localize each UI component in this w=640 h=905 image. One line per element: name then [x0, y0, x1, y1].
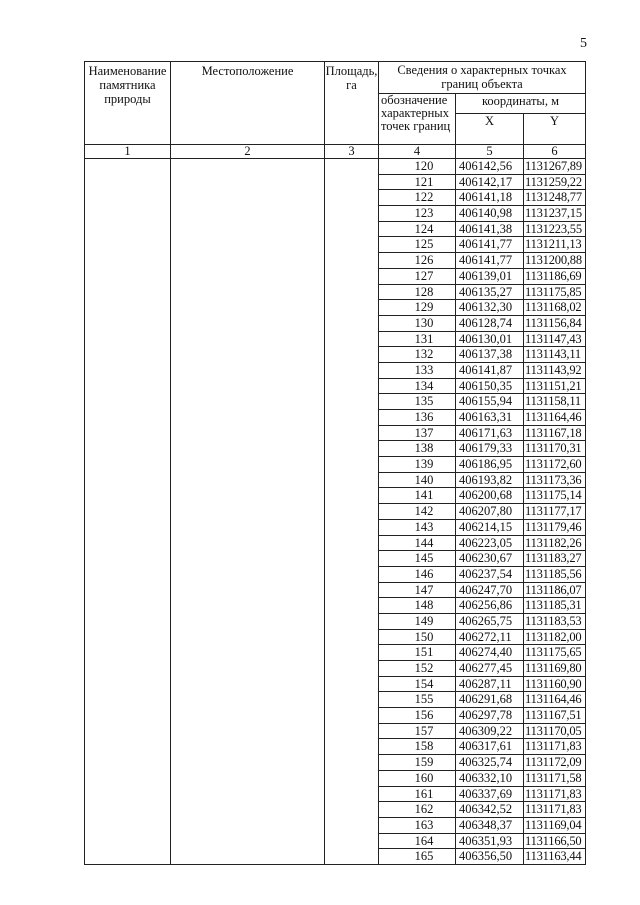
point-number: 158: [379, 739, 456, 755]
coord-y: 1131175,14: [524, 488, 586, 504]
coord-x: 406141,18: [456, 190, 524, 206]
point-number: 163: [379, 817, 456, 833]
coord-x: 406265,75: [456, 613, 524, 629]
point-number: 130: [379, 315, 456, 331]
column-number: 6: [524, 145, 586, 159]
coord-y: 1131183,53: [524, 613, 586, 629]
coord-y: 1131167,18: [524, 425, 586, 441]
point-number: 143: [379, 519, 456, 535]
point-number: 160: [379, 770, 456, 786]
point-number: 139: [379, 457, 456, 473]
column-number: 1: [85, 145, 171, 159]
point-number: 165: [379, 849, 456, 865]
coord-y: 1131267,89: [524, 159, 586, 175]
table-row: [85, 159, 586, 175]
coord-x: 406140,98: [456, 206, 524, 222]
point-number: 125: [379, 237, 456, 253]
coord-y: 1131160,90: [524, 676, 586, 692]
coord-y: 1131169,80: [524, 661, 586, 677]
coord-x: 406150,35: [456, 378, 524, 394]
coord-x: 406356,50: [456, 849, 524, 865]
point-number: 142: [379, 504, 456, 520]
coord-x: 406337,69: [456, 786, 524, 802]
coord-y: 1131164,46: [524, 692, 586, 708]
area-cell: [325, 159, 379, 865]
point-number: 162: [379, 802, 456, 818]
coord-x: 406141,77: [456, 253, 524, 269]
coord-y: 1131147,43: [524, 331, 586, 347]
header-name: Наименование памятника природы: [85, 62, 171, 145]
coord-y: 1131170,31: [524, 441, 586, 457]
coord-y: 1131168,02: [524, 300, 586, 316]
coord-x: 406142,17: [456, 174, 524, 190]
coord-x: 406297,78: [456, 708, 524, 724]
point-number: 127: [379, 268, 456, 284]
point-number: 128: [379, 284, 456, 300]
point-number: 136: [379, 410, 456, 426]
coord-y: 1131172,09: [524, 755, 586, 771]
column-numbering-row: [85, 145, 586, 159]
coord-y: 1131143,11: [524, 347, 586, 363]
coord-y: 1131185,56: [524, 566, 586, 582]
point-number: 147: [379, 582, 456, 598]
coord-x: 406141,87: [456, 362, 524, 378]
point-number: 151: [379, 645, 456, 661]
point-number: 120: [379, 159, 456, 175]
point-number: 121: [379, 174, 456, 190]
header-area: Площадь, га: [325, 62, 379, 145]
header-x: X: [456, 114, 524, 145]
coord-x: 406200,68: [456, 488, 524, 504]
coord-y: 1131171,83: [524, 739, 586, 755]
coord-x: 406142,56: [456, 159, 524, 175]
coord-y: 1131182,26: [524, 535, 586, 551]
coord-x: 406207,80: [456, 504, 524, 520]
point-number: 137: [379, 425, 456, 441]
point-number: 124: [379, 221, 456, 237]
coord-x: 406171,63: [456, 425, 524, 441]
boundary-points-table: [84, 61, 586, 865]
coord-x: 406342,52: [456, 802, 524, 818]
point-number: 144: [379, 535, 456, 551]
point-number: 131: [379, 331, 456, 347]
point-number: 133: [379, 362, 456, 378]
point-number: 138: [379, 441, 456, 457]
header-designation: обозначение характерных точек границ: [379, 94, 456, 145]
coord-y: 1131185,31: [524, 598, 586, 614]
coord-y: 1131183,27: [524, 551, 586, 567]
coord-x: 406325,74: [456, 755, 524, 771]
coord-y: 1131171,83: [524, 786, 586, 802]
point-number: 134: [379, 378, 456, 394]
header-points-info: Сведения о характерных точках границ объекта: [379, 62, 586, 94]
coord-x: 406128,74: [456, 315, 524, 331]
point-number: 135: [379, 394, 456, 410]
coord-x: 406135,27: [456, 284, 524, 300]
coord-y: 1131151,21: [524, 378, 586, 394]
coord-y: 1131166,50: [524, 833, 586, 849]
header-location: Местоположение: [171, 62, 325, 145]
coord-x: 406141,77: [456, 237, 524, 253]
coord-x: 406186,95: [456, 457, 524, 473]
coord-y: 1131237,15: [524, 206, 586, 222]
coord-y: 1131171,58: [524, 770, 586, 786]
point-number: 145: [379, 551, 456, 567]
coord-y: 1131182,00: [524, 629, 586, 645]
coord-x: 406237,54: [456, 566, 524, 582]
coord-y: 1131172,60: [524, 457, 586, 473]
coord-y: 1131223,55: [524, 221, 586, 237]
column-number: 4: [379, 145, 456, 159]
point-number: 148: [379, 598, 456, 614]
point-number: 123: [379, 206, 456, 222]
coord-y: 1131175,65: [524, 645, 586, 661]
coord-y: 1131186,07: [524, 582, 586, 598]
header-y: Y: [524, 114, 586, 145]
coord-y: 1131170,05: [524, 723, 586, 739]
coord-x: 406256,86: [456, 598, 524, 614]
coord-y: 1131169,04: [524, 817, 586, 833]
coord-x: 406351,93: [456, 833, 524, 849]
header-coordinates: координаты, м: [456, 94, 586, 114]
coord-y: 1131158,11: [524, 394, 586, 410]
point-number: 154: [379, 676, 456, 692]
point-number: 161: [379, 786, 456, 802]
point-number: 132: [379, 347, 456, 363]
coord-x: 406141,38: [456, 221, 524, 237]
coord-y: 1131164,46: [524, 410, 586, 426]
point-number: 140: [379, 472, 456, 488]
coord-y: 1131167,51: [524, 708, 586, 724]
coord-x: 406247,70: [456, 582, 524, 598]
point-number: 122: [379, 190, 456, 206]
point-number: 155: [379, 692, 456, 708]
coord-x: 406193,82: [456, 472, 524, 488]
coord-x: 406230,67: [456, 551, 524, 567]
coord-y: 1131259,22: [524, 174, 586, 190]
coord-x: 406348,37: [456, 817, 524, 833]
coord-x: 406332,10: [456, 770, 524, 786]
table-body: [85, 62, 586, 865]
point-number: 156: [379, 708, 456, 724]
coord-x: 406291,68: [456, 692, 524, 708]
coord-x: 406139,01: [456, 268, 524, 284]
column-number: 3: [325, 145, 379, 159]
coord-x: 406137,38: [456, 347, 524, 363]
coord-y: 1131173,36: [524, 472, 586, 488]
name-cell: [85, 159, 171, 865]
column-number: 5: [456, 145, 524, 159]
coord-x: 406277,45: [456, 661, 524, 677]
coord-y: 1131186,69: [524, 268, 586, 284]
coord-y: 1131211,13: [524, 237, 586, 253]
coord-x: 406274,40: [456, 645, 524, 661]
point-number: 150: [379, 629, 456, 645]
point-number: 141: [379, 488, 456, 504]
coord-y: 1131177,17: [524, 504, 586, 520]
coord-y: 1131248,77: [524, 190, 586, 206]
coord-y: 1131179,46: [524, 519, 586, 535]
coord-y: 1131175,85: [524, 284, 586, 300]
point-number: 146: [379, 566, 456, 582]
coord-x: 406272,11: [456, 629, 524, 645]
coord-x: 406130,01: [456, 331, 524, 347]
coord-x: 406223,05: [456, 535, 524, 551]
coord-y: 1131156,84: [524, 315, 586, 331]
point-number: 164: [379, 833, 456, 849]
point-number: 159: [379, 755, 456, 771]
coord-y: 1131200,88: [524, 253, 586, 269]
coord-x: 406179,33: [456, 441, 524, 457]
coord-x: 406155,94: [456, 394, 524, 410]
coord-x: 406309,22: [456, 723, 524, 739]
point-number: 152: [379, 661, 456, 677]
point-number: 157: [379, 723, 456, 739]
location-cell: [171, 159, 325, 865]
coord-y: 1131163,44: [524, 849, 586, 865]
point-number: 129: [379, 300, 456, 316]
coord-x: 406132,30: [456, 300, 524, 316]
coord-x: 406317,61: [456, 739, 524, 755]
column-number: 2: [171, 145, 325, 159]
point-number: 149: [379, 613, 456, 629]
page-number: 5: [580, 36, 587, 51]
coord-y: 1131143,92: [524, 362, 586, 378]
point-number: 126: [379, 253, 456, 269]
coord-x: 406214,15: [456, 519, 524, 535]
coord-x: 406163,31: [456, 410, 524, 426]
coord-x: 406287,11: [456, 676, 524, 692]
coord-y: 1131171,83: [524, 802, 586, 818]
